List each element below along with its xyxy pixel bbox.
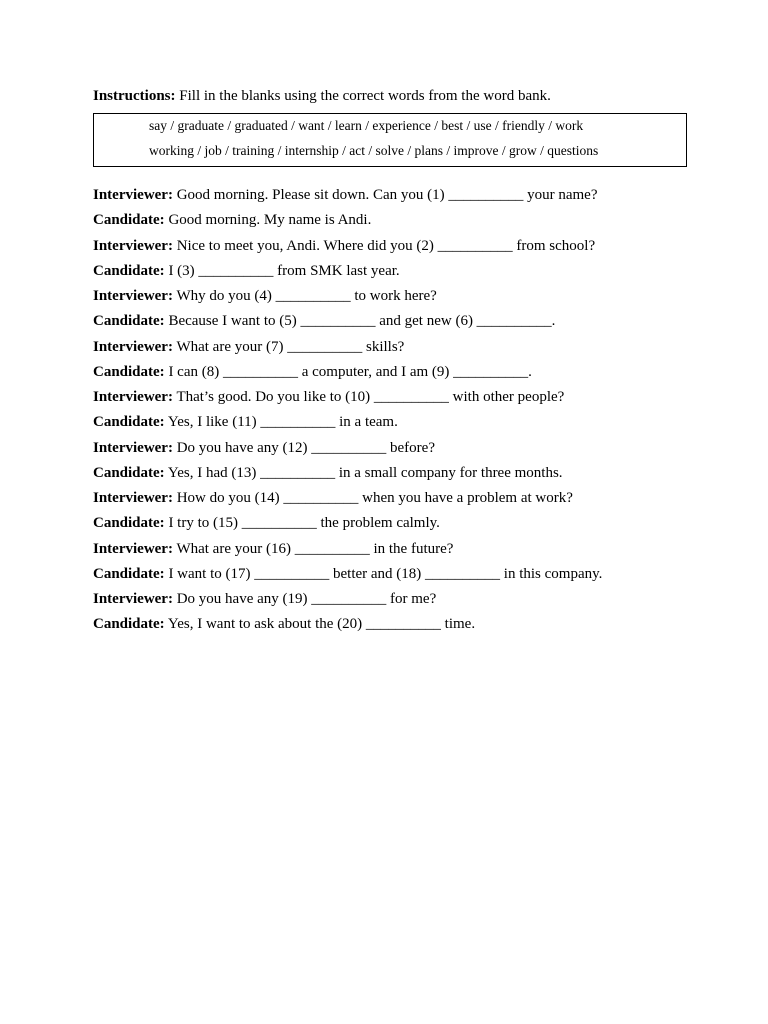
dialogue-text: Yes, I had (13) __________ in a small company for three months. [164, 464, 563, 481]
worksheet [93, 87, 690, 641]
speaker-label: Interviewer: [93, 237, 173, 254]
dialogue-text: Do you have any (12) __________ before? [172, 439, 435, 456]
dialogue-text: Good morning. My name is Andi. [164, 212, 372, 229]
dialogue-text: I try to (15) __________ the problem calmly. [164, 515, 440, 532]
dialogue-line [93, 413, 690, 438]
dialogue-line [93, 439, 690, 464]
dialogue-line [93, 363, 690, 388]
dialogue-line [93, 464, 690, 489]
speaker-label: Interviewer: [93, 288, 173, 304]
word-bank-line-2: working / job / training / internship / act / solve / plans / improve / grow / questions [149, 143, 599, 158]
speaker-label: Interviewer: [93, 591, 173, 607]
dialogue-line [93, 388, 690, 413]
dialogue-line [93, 211, 690, 236]
speaker-label: Candidate: [93, 464, 165, 481]
speaker-label: Interviewer: [93, 540, 173, 557]
dialogue [93, 186, 690, 641]
dialogue-text: Do you have any (19) __________ for me? [172, 591, 437, 607]
dialogue-line [93, 237, 690, 262]
speaker-label: Interviewer: [93, 187, 173, 203]
dialogue-text: What are your (16) __________ in the future? [172, 540, 454, 557]
dialogue-text: Nice to meet you, Andi. Where did you (2) __________ from school? [172, 237, 596, 254]
instructions [93, 87, 690, 105]
speaker-label: Candidate: [93, 616, 165, 633]
instructions-label: Instructions: [93, 88, 176, 104]
dialogue-line [93, 186, 690, 211]
speaker-label: Interviewer: [93, 490, 173, 506]
speaker-label: Interviewer: [93, 439, 173, 456]
instructions-text: Fill in the blanks using the correct words from the word bank. [175, 88, 551, 104]
speaker-label: Candidate: [93, 313, 165, 330]
dialogue-text: Good morning. Please sit down. Can you (1) __________ your name? [172, 187, 598, 203]
dialogue-line [93, 540, 690, 565]
dialogue-text: That’s good. Do you like to (10) __________ with other people? [172, 389, 565, 405]
dialogue-text: How do you (14) __________ when you have a problem at work? [172, 490, 573, 506]
dialogue-text: Yes, I like (11) __________ in a team. [164, 414, 398, 431]
dialogue-line [93, 615, 690, 640]
speaker-label: Candidate: [93, 414, 165, 431]
dialogue-text: What are your (7) __________ skills? [172, 338, 405, 355]
dialogue-text: Because I want to (5) __________ and get new (6) __________. [164, 313, 556, 330]
dialogue-line [93, 338, 690, 363]
speaker-label: Candidate: [93, 262, 165, 279]
dialogue-text: Why do you (4) __________ to work here? [172, 288, 437, 304]
speaker-label: Candidate: [93, 212, 165, 229]
dialogue-line [93, 489, 690, 514]
word-bank-box [93, 113, 687, 167]
speaker-label: Interviewer: [93, 389, 173, 405]
dialogue-line [93, 590, 690, 615]
dialogue-text: Yes, I want to ask about the (20) __________ time. [164, 616, 476, 633]
dialogue-line [93, 514, 690, 539]
speaker-label: Candidate: [93, 363, 165, 380]
speaker-label: Candidate: [93, 515, 165, 532]
dialogue-line [93, 312, 690, 337]
dialogue-line [93, 262, 690, 287]
word-bank-line-1: say / graduate / graduated / want / learn / experience / best / use / friendly / work [149, 118, 584, 133]
dialogue-text: I can (8) __________ a computer, and I am (9) __________. [164, 363, 532, 380]
dialogue-text: I want to (17) __________ better and (18) __________ in this company. [164, 565, 603, 582]
dialogue-line [93, 287, 690, 312]
dialogue-text: I (3) __________ from SMK last year. [164, 262, 400, 279]
speaker-label: Interviewer: [93, 338, 173, 355]
dialogue-line [93, 565, 690, 590]
speaker-label: Candidate: [93, 565, 165, 582]
